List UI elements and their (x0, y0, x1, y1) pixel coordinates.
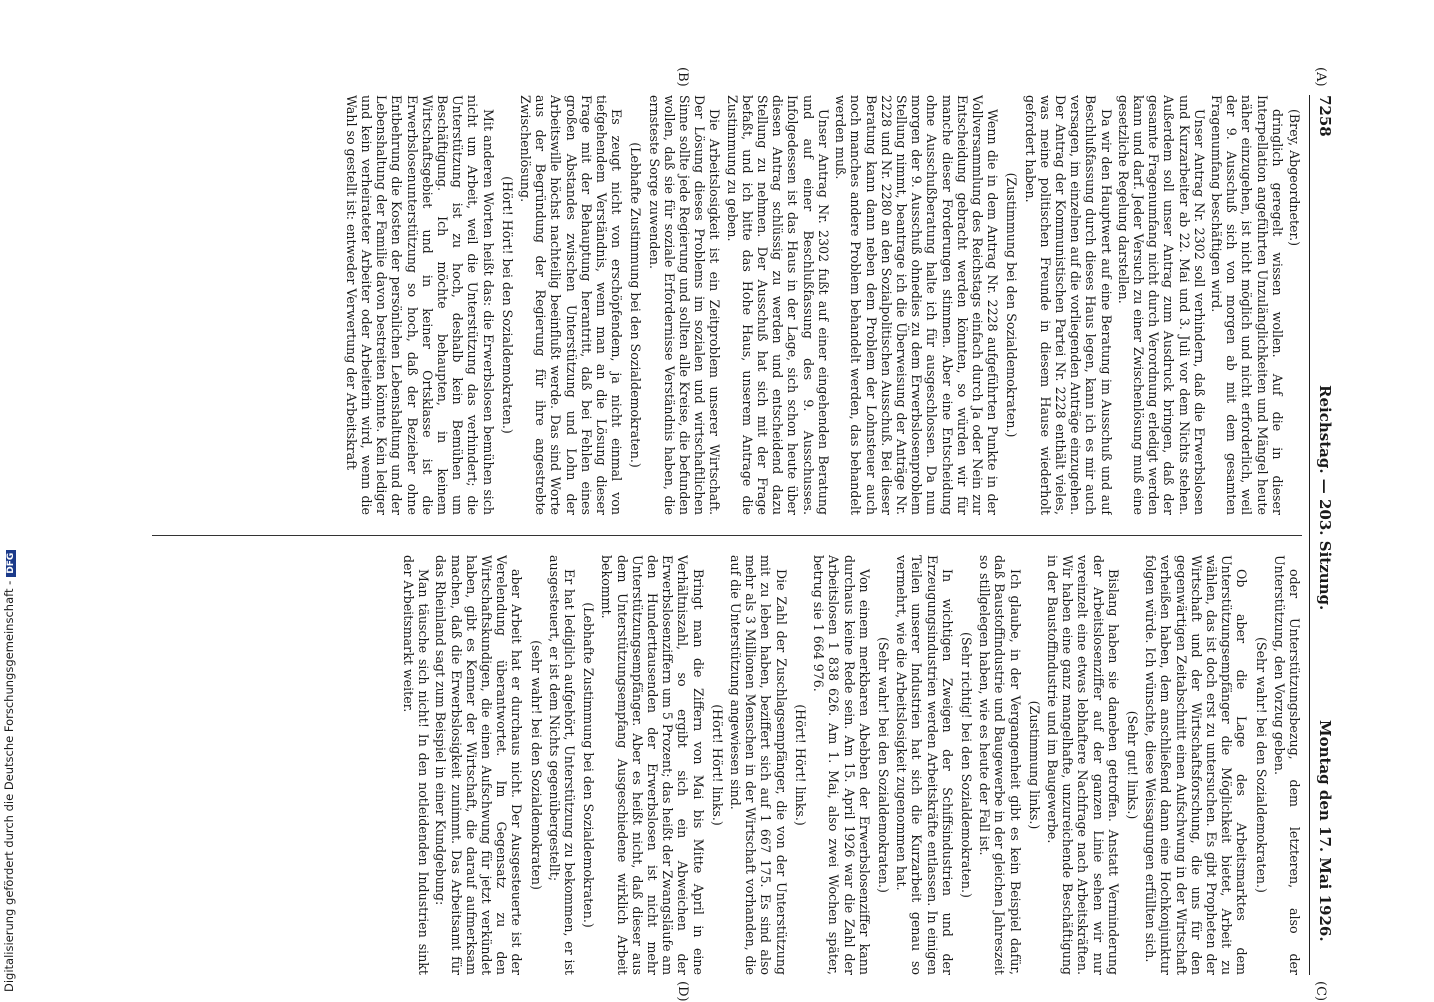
interjection: (Hört! Hört! links.) (709, 704, 725, 826)
dfg-logo: DFG (6, 550, 16, 577)
paragraph: Unser Antrag Nr. 2302 fußt auf einer eingehenden Beratung und auf einer Beschlußfassung des 9. Ausschusses. Infolgedessen ist das Haus in der Lage, sich schon heute über diesen Antrag schlüssig zu werden und entscheidend dazu Stellung zu nehmen. Der Ausschuß hat sich mit der Frage befaßt, und ich bitte das Hohe Haus, unserem Antrage die Zustimmung zu geben. (724, 95, 831, 515)
paragraph: Wenn die in dem Antrag Nr. 2228 aufgeführten Punkte in der Vollversammlung des Reichstags einfach durch Ja oder Nein zur Entscheidung gebracht werden könnten, so würden wir für manche dieser Forderungen stimmen. Aber eine Entscheidung ohne Ausschußberatung halte ich für ausgeschlossen. Da nun morgen der 9. Ausschuß ohnedies zu dem Erwerbslosenproblem Stellung nimmt, beantrage ich die Überweisung der Anträge Nr. 2228 und Nr. 2280 an den Sozialpolitischen Ausschuß. Bei dieser Beratung kann dann neben dem Problem der Lohnsteuer auch noch manches andere Problem behandelt werden, das behandelt werden muß. (833, 95, 1001, 515)
interjection: (Sehr gut! links.) (1124, 710, 1140, 820)
margin-marker-c: (C) (1313, 981, 1328, 1002)
interjection: (Zustimmung bei den Sozialdemokraten.) (1004, 172, 1020, 438)
column-divider (152, 535, 1302, 536)
interjection: (Sehr wahr! bei den Sozialdemokraten.) (1253, 637, 1269, 893)
interjection: (Hört! Hört! links.) (792, 704, 808, 826)
interjection: (Zustimmung links.) (1026, 700, 1042, 830)
margin-marker-b: (B) (675, 67, 690, 87)
paragraph: Die Zahl der Zuschlagsempfänger, die von der Unterstützung mit zu leben haben, beziffert sich auf 1 667 175. Es sind also mehr als 3 Millionen Menschen in der Wirtschaft vorhanden, die auf die Unterstützung angewiesen sind. (728, 555, 789, 975)
paragraph: Ob aber die Lage des Arbeitsmarktes dem Unterstützungsempfänger die Möglichkeit bietet, Arbeit zu wählen, das ist doch erst zu untersuchen. Es gibt Propheten der Wirtschaft und der Wirtschaftsforschung, die uns für den gegenwärtigen Zeitabschnitt einen Aufschwung in der Wirtschaft verheißen haben, dem anschließend dann eine Hochkonjunktur folgen würde. Ich wünschte, diese Weissagungen erfüllten sich. (1143, 555, 1250, 975)
margin-marker-a: (A) (1313, 67, 1328, 87)
interjection: (Sehr wahr! bei den Sozialdemokraten.) (875, 637, 891, 893)
digitization-footer (2, 2, 20, 992)
rotated-page (120, 67, 1340, 1002)
footer-text: Digitalisierung gefördert durch die Deutsche Forschungsgemeinschaft - (2, 580, 16, 992)
interjection: (Lebhafte Zustimmung bei den Sozialdemokraten.) (628, 142, 644, 468)
paragraph: oder Unterstützungsbezug, dem letzteren, also der Unterstützung, den Vorzug geben. (1271, 555, 1302, 975)
paragraph: aber Arbeit hat er durchaus nicht. Der Ausgesteuerte ist der Verelendung überantwortet. Im Gegensatz zu den Wirtschaftskundigen, die einen Aufschwung für jetzt verkündet haben, gibt es Kenner der Wirtschaft, die darauf aufmerksam machen, daß die Erwerbslosigkeit zunimmt. Das Arbeitsamt für das Rheinland sagt zum Beispiel in einer Kundgebung: (433, 555, 525, 975)
margin-marker-d: (D) (675, 981, 690, 1002)
paragraph: Bislang haben sie daneben getroffen. Anstatt Verminderung der Arbeitslosenziffer auf der ganzen Linie sehen wir nur vereinzelt eine etwas lebhaftere Nachfrage nach Arbeitskräften. Wir haben eine ganz mangelhafte, unzureichende Beschäftigung in der Baustoffindustrie und im Baugewerbe. (1044, 555, 1121, 975)
paragraph: Es zeugt nicht von erschöpfendem, ja nicht einmal von tiefgehendem Verständnis, wenn man an die Lösung dieser Frage mit der Behauptung herantritt, daß bei Fehlen eines großen Abstandes zwischen Unterstützung und Lohn der Arbeitswille höchst nachteilig beeinflußt werde. Das sind Worte aus der Begründung der Regierung für ihre angestrebte Zwischenlösung. (518, 95, 625, 515)
header-date: Montag den 17. Mai 1926. (1316, 720, 1334, 942)
paragraph: Die Arbeitslosigkeit ist ein Zeitproblem unserer Wirtschaft. Der Lösung dieses Problems im sozialen und wirtschaftlichen Sinne sollte jede Regierung und sollten alle Kreise, die befunden wollen, daß sie für soziale Erfordernisse Verständnis haben, die ernsteste Sorge zuwenden. (646, 95, 723, 515)
paragraph: Von einem merkbaren Abebben der Erwerbslosenziffer kann durchaus keine Rede sein. Am 15. April 1926 war die Zahl der Arbeitslosen 1 838 626. Am 1. Mai, also zwei Wochen später, betrug sie 1 664 976. (811, 555, 872, 975)
interjection: (Sehr richtig! bei den Sozialdemokraten.) (958, 632, 974, 898)
paragraph: dringlich geregelt wissen wollen. Auf die in dieser Interpellation angeführten Unzulänglichkeiten und Mängel heute näher einzugehen, ist nicht möglich und nicht erforderlich, weil der 9. Ausschuß sich von morgen ab mit dem gesamten Fragenumfang beschäftigen wird. (1208, 95, 1285, 515)
paragraph: Bringt man die Ziffern von Mai bis Mitte April in eine Verhältniszahl, so ergibt sich ein Abweichen der Erwerbslosenziffern um 5 Prozent; das heißt der Zwangsläufe am den Hunderttausenden der Erwerbslosen ist nicht mehr Unterstützungsempfänger. Aber es heißt nicht, daß dieser aus dem Unterstützungsempfang Ausgeschiedene wirklich Arbeit bekommt. (599, 555, 706, 975)
paragraph: Man täusche sich nicht! In den notleidenden Industrien sinkt der Arbeitsmarkt weiter. (401, 555, 432, 975)
page-header (1309, 95, 1340, 975)
left-column (152, 95, 1302, 515)
paragraph: Da wir den Hauptwert auf eine Beratung im Ausschuß und auf Beschlußfassung durch dieses Haus legen, kann ich es mir auch versagen, im einzelnen auf die vorliegenden Anträge einzugehen. Der Antrag der Kommunistischen Partei Nr. 2228 enthält vieles, was meine politischen Freunde in diesem Hause wiederholt gefordert haben. (1022, 95, 1114, 515)
header-title: Reichstag. — 203. Sitzung. (1316, 385, 1334, 611)
page-number: 7258 (1316, 95, 1334, 137)
paragraph: (Brey, Abgeordneter.) (1287, 109, 1302, 247)
paragraph: Unser Antrag Nr. 2302 soll verhindern, daß die Erwerbslosen und Kurzarbeiter ab 22. Mai und 3. Juli vor dem Nichts stehen. Außerdem soll unser Antrag zum Ausdruck bringen, daß der gesamte Fragenumfang nicht durch Verordnung erledigt werden kann und darf. Jeder Versuch zu einer Zwischenlösung muß eine gesetzliche Regelung darstellen. (1115, 95, 1207, 515)
interjection: (Lebhafte Zustimmung bei den Sozialdemokraten.) (581, 602, 597, 928)
interjection: (sehr wahr! bei den Sozialdemokraten) (528, 640, 544, 890)
paragraph: Mit anderen Worten heißt das: die Erwerbslosen bemühen sich nicht um Arbeit, weil die Unterstützung das verhindert; die Unterstützung ist zu hoch, deshalb kein Bemühen um Beschäftigung. Ich möchte behaupten, in keinem Wirtschaftsgebiet und in keiner Ortsklasse ist die Erwerbslosenunterstützung so hoch, daß der Bezieher ohne Entbehrung die Kosten der persönlichen Lebenshaltung und der Lebenshaltung der Familie davon bestreiten könnte. Kein lediger und kein verheirateter Arbeiter oder Arbeiterin wird, wenn die Wahl so gestellt ist: entweder Verwertung der Arbeitskraft (343, 95, 496, 515)
paragraph: In wichtigen Zweigen der Schiffsindustrien und der Erzeugungsindustrien werden Arbeitskräfte entlassen. In einigen Teilen unserer Industrien hat sich die Kurzarbeit genau so vermehrt, wie die Arbeitslosigkeit zugenommen hat. (894, 555, 955, 975)
paragraph: Ich glaube, in der Vergangenheit gibt es kein Beispiel dafür, daß Baustoffindustrie und Baugewerbe in der gleichen Jahreszeit so stillgelegen haben, wie es heute der Fall ist. (977, 555, 1023, 975)
paragraph: Er hat lediglich aufgehört, Unterstützung zu bekommen, er ist ausgesteuert, er ist dem Nichts gegenübergestellt; (546, 555, 578, 975)
interjection: (Hört! Hört! bei den Sozialdemokraten.) (499, 176, 515, 434)
right-column (152, 555, 1302, 975)
